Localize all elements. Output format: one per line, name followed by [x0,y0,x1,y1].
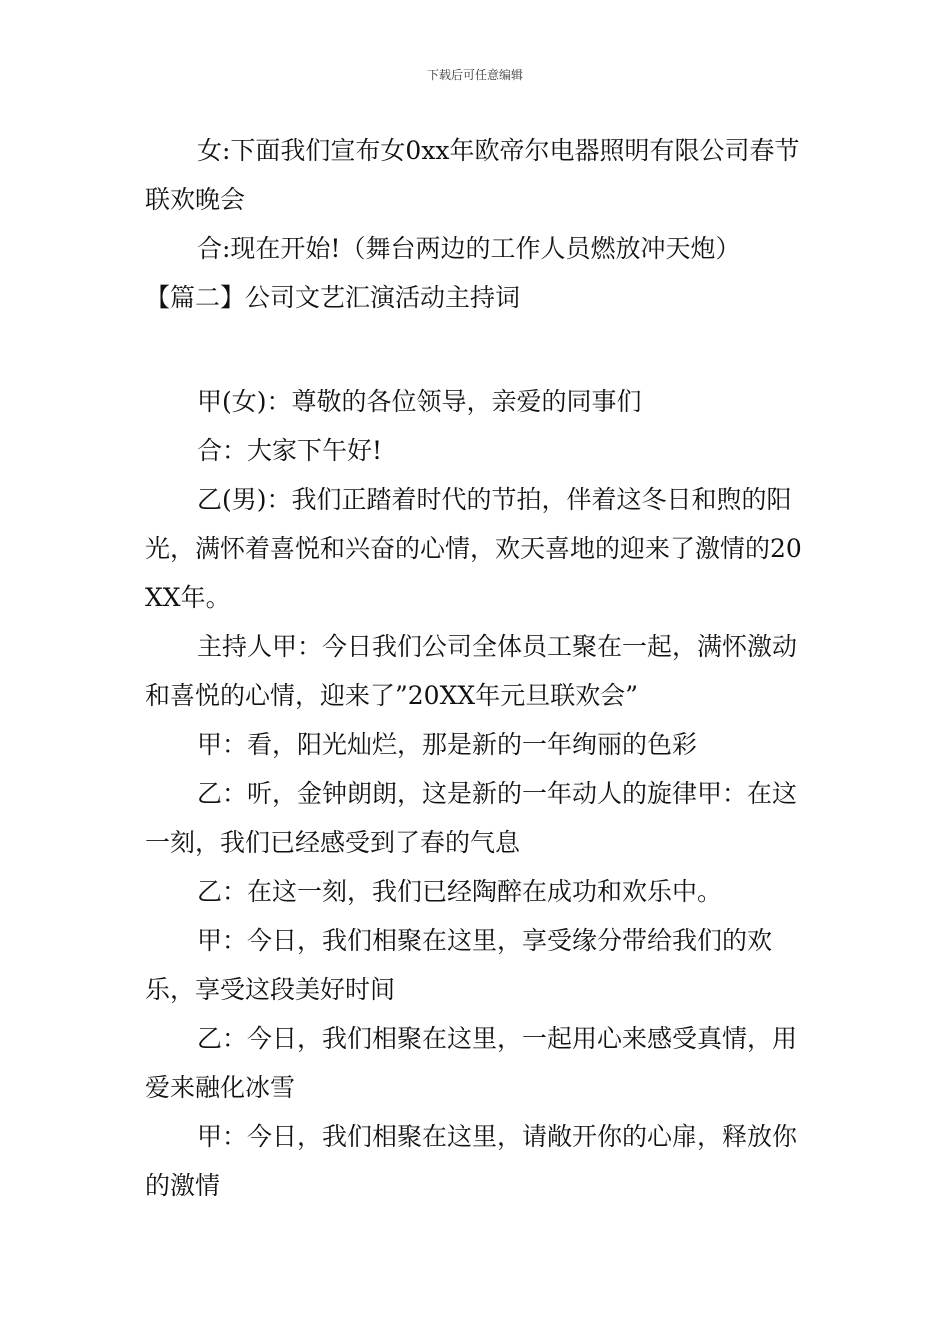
paragraph-together-greeting: 合：大家下午好! [197,436,383,465]
document-body [145,126,810,1210]
paragraph-a-look: 甲：看，阳光灿烂，那是新的一年绚丽的色彩 [197,730,698,759]
page-header-note: 下载后可任意编辑 [426,68,523,82]
section-spacer [145,322,810,377]
paragraph-host-a-intro: 主持人甲：今日我们公司全体员工聚在一起，满怀激动和喜悦的心情，迎来了”20XX年元旦联欢会” [145,632,798,710]
paragraph-b-moment: 乙：在这一刻，我们已经陶醉在成功和欢乐中。 [197,877,723,906]
paragraph-together-start: 合:现在开始!（舞台两边的工作人员燃放冲天炮） [197,234,741,263]
paragraph-greeting: 甲(女)：尊敬的各位领导，亲爱的同事们 [197,387,642,416]
paragraph-a-gather-2: 甲：今日，我们相聚在这里，请敞开你的心扉，释放你的激情 [145,1122,798,1200]
paragraph-male-intro: 乙(男)：我们正踏着时代的节拍，伴着这冬日和煦的阳光，满怀着喜悦和兴奋的心情，欢天喜地的迎来了激情的20XX年。 [145,485,802,612]
paragraph-b-gather: 乙：今日，我们相聚在这里，一起用心来感受真情，用爱来融化冰雪 [145,1024,798,1102]
section-heading: 【篇二】公司文艺汇演活动主持词 [145,283,521,312]
paragraph-a-gather-1: 甲：今日，我们相聚在这里，享受缘分带给我们的欢乐，享受这段美好时间 [145,926,773,1004]
paragraph-host-female-announce: 女:下面我们宣布女0xx年欧帝尔电器照明有限公司春节联欢晚会 [145,136,800,214]
paragraph-b-listen: 乙：听，金钟朗朗，这是新的一年动人的旋律甲：在这一刻，我们已经感受到了春的气息 [145,779,798,857]
